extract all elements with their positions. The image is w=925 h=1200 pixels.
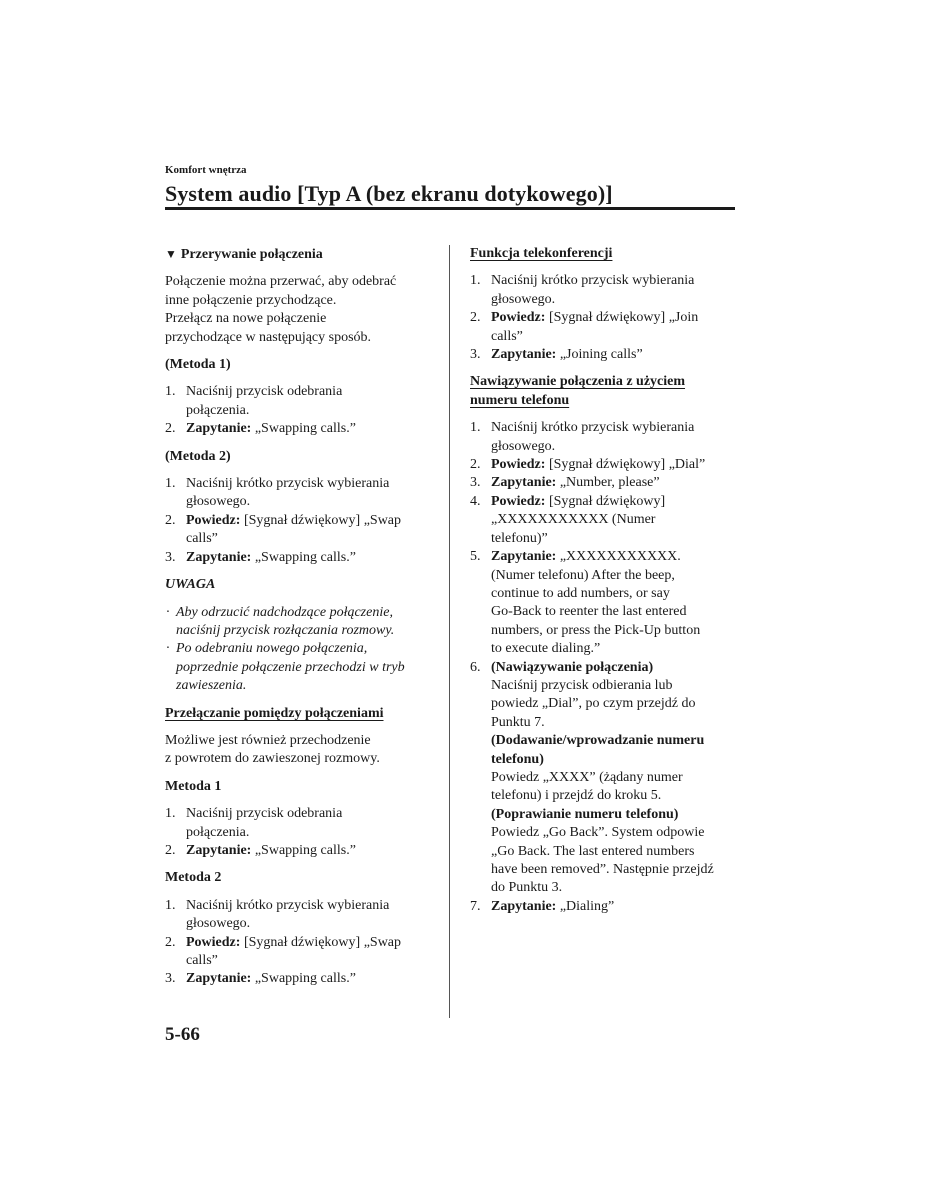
method-label: (Metoda 2)	[165, 448, 231, 464]
list-item: 1. Naciśnij krótko przycisk wybierania głosowego.	[470, 420, 695, 454]
list-item: 3. Zapytanie: „Swapping calls.”	[165, 549, 356, 565]
left-column	[165, 245, 435, 989]
list-item: 6. (Nawiązywanie połączenia) Naciśnij przycisk odbierania lub powiedz „Dial”, po czym przejdź do Punktu 7. (Dodawanie/wprowadzanie numeru telefonu) Powiedz „XXXX” (żądany numer telefonu) i przejdź do kroku 5. (Poprawianie numeru telefonu) Powiedz „Go Back”. System odpowie „Go Back. The last entered numbers have been removed”. Następnie przejdź do Punktu 3.	[470, 659, 714, 896]
steps-list	[165, 805, 435, 860]
subsection-heading: ▼ Przerywanie połączenia	[165, 247, 323, 262]
list-item: 2. Zapytanie: „Swapping calls.”	[165, 842, 356, 858]
list-item: 1. Naciśnij krótko przycisk wybierania głosowego.	[470, 273, 695, 307]
list-item: 2. Zapytanie: „Swapping calls.”	[165, 421, 356, 437]
column-divider	[449, 245, 450, 1018]
note-label: UWAGA	[165, 577, 216, 593]
list-item: 2. Powiedz: [Sygnał dźwiękowy] „Swap calls”	[165, 934, 402, 968]
list-item: 1. Naciśnij przycisk odebrania połączenia.	[165, 806, 343, 840]
list-item: 4. Powiedz: [Sygnał dźwiękowy] „XXXXXXXXXXX (Numer telefonu)”	[470, 493, 666, 546]
list-item: 3. Zapytanie: „Swapping calls.”	[165, 971, 356, 987]
page-title: System audio [Typ A (bez ekranu dotykowego)]	[165, 181, 613, 206]
conference-heading: Funkcja telekonferencji	[470, 246, 613, 261]
method-label: Metoda 1	[165, 778, 222, 794]
list-item: 2. Powiedz: [Sygnał dźwiękowy] „Join calls”	[470, 310, 699, 344]
swap-intro: Możliwe jest również przechodzenie z powrotem do zawieszonej rozmowy.	[165, 732, 380, 767]
list-item: 2. Powiedz: [Sygnał dźwiękowy] „Dial”	[470, 457, 706, 473]
list-item: 1. Naciśnij przycisk odebrania połączenia.	[165, 384, 343, 418]
page-header	[165, 163, 735, 208]
steps-list	[165, 897, 435, 989]
steps-list	[470, 272, 738, 364]
steps-list	[165, 475, 435, 567]
intro-paragraph: Połączenie można przerwać, aby odebrać inne połączenie przychodzące. Przełącz na nowe połączenie przychodzące w następujący sposób.	[165, 274, 397, 345]
steps-list	[470, 419, 738, 916]
note-item: · Aby odrzucić nadchodzące połączenie, naciśnij przycisk rozłączania rozmowy.	[166, 604, 395, 638]
list-item: 1. Naciśnij krótko przycisk wybierania głosowego.	[165, 897, 390, 932]
dial-heading: Nawiązywanie połączenia z użyciem numeru telefonu	[470, 374, 686, 408]
steps-list	[165, 383, 435, 438]
page-number: 5-66	[165, 1024, 200, 1045]
list-item: 2. Powiedz: [Sygnał dźwiękowy] „Swap calls”	[165, 512, 402, 547]
title-rule	[165, 207, 735, 210]
note-item: · Po odebraniu nowego połączenia, poprzednie połączenie przechodzi w tryb zawieszenia.	[166, 641, 405, 694]
list-item: 3. Zapytanie: „Number, please”	[470, 475, 660, 491]
list-item: 7. Zapytanie: „Dialing”	[470, 898, 615, 914]
list-item: 5. Zapytanie: „XXXXXXXXXXX. (Numer telefonu) After the beep, continue to add numbers, or say Go-Back to reenter the last entered numbers, or press the Pick-Up button to execute dialing.”	[470, 549, 701, 657]
section-label: Komfort wnętrza	[165, 164, 247, 176]
list-item: 1. Naciśnij krótko przycisk wybierania głosowego.	[165, 476, 390, 510]
method-label: Metoda 2	[165, 870, 222, 886]
swap-heading: Przełączanie pomiędzy połączeniami	[165, 705, 384, 721]
right-column	[470, 245, 738, 916]
triangle-down-icon: ▼	[165, 247, 177, 261]
method-label: (Metoda 1)	[165, 357, 231, 373]
list-item: 3. Zapytanie: „Joining calls”	[470, 347, 643, 363]
